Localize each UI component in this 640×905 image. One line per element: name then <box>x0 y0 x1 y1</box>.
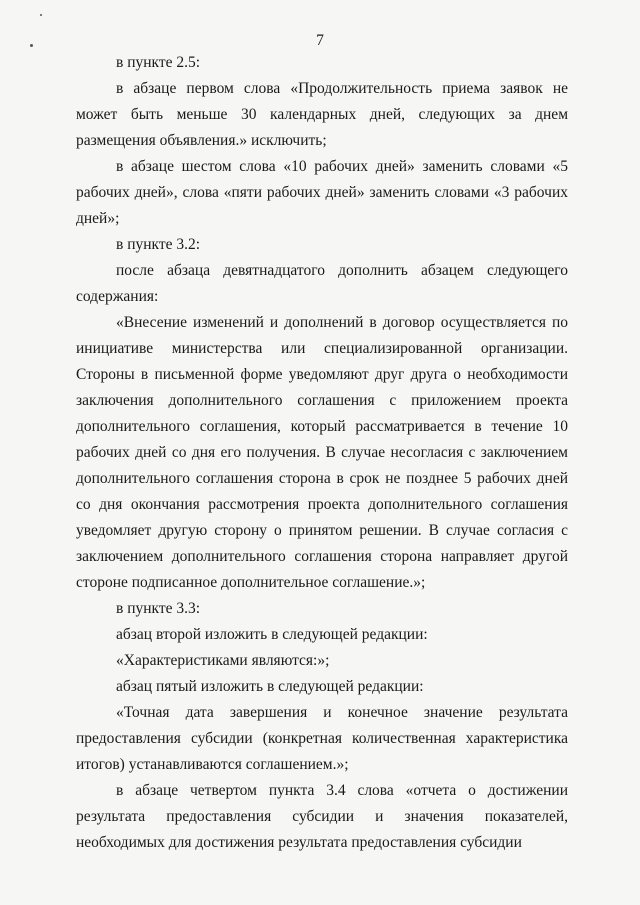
paragraph: в пункте 3.3: <box>116 600 201 617</box>
paragraph: абзац пятый изложить в следующей редакции: <box>116 678 424 695</box>
paragraph: в пункте 3.2: <box>116 236 201 253</box>
paragraph: «Характеристиками являются:»; <box>116 652 330 669</box>
page-number: 7 <box>316 32 324 49</box>
document-body <box>76 50 568 856</box>
paragraph: в абзаце первом слова «Продолжительность приема заявок не может быть меньше 30 календарных дней, следующих за днем размещения объявления.» исключить; <box>76 80 568 149</box>
paragraph: абзац второй изложить в следующей редакции: <box>116 626 428 643</box>
paragraph: в абзаце четвертом пункта 3.4 слова «отчета о достижении результата предоставления субсидии и значения показателей, необходимых для достижения результата предоставления субсидии <box>76 782 568 851</box>
paragraph: в пункте 2.5: <box>116 54 201 71</box>
paragraph: после абзаца девятнадцатого дополнить абзацем следующего содержания: <box>76 262 568 305</box>
scan-speck <box>40 14 42 16</box>
paragraph: «Точная дата завершения и конечное значение результата предоставления субсидии (конкретная количественная характеристика итогов) устанавливаются соглашением.»; <box>76 704 568 773</box>
paragraph: в абзаце шестом слова «10 рабочих дней» заменить словами «5 рабочих дней», слова «пяти рабочих дней» заменить словами «3 рабочих дней»; <box>76 158 568 227</box>
paragraph: «Внесение изменений и дополнений в договор осуществляется по инициативе министерства или специализированной организации. Стороны в письменной форме уведомляют друг друга о необходимости заключения дополнительного соглашения с приложением проекта дополнительного соглашения, который рассматривается в течение 10 рабочих дней со дня его получения. В случае несогласия с заключением дополнительного соглашения сторона в срок не позднее 5 рабочих дней со дня окончания рассмотрения проекта дополнительного соглашения уведомляет другую сторону о принятом решении. В случае согласия с заключением дополнительного соглашения сторона направляет другой стороне подписанное дополнительное соглашение.»; <box>76 314 568 591</box>
